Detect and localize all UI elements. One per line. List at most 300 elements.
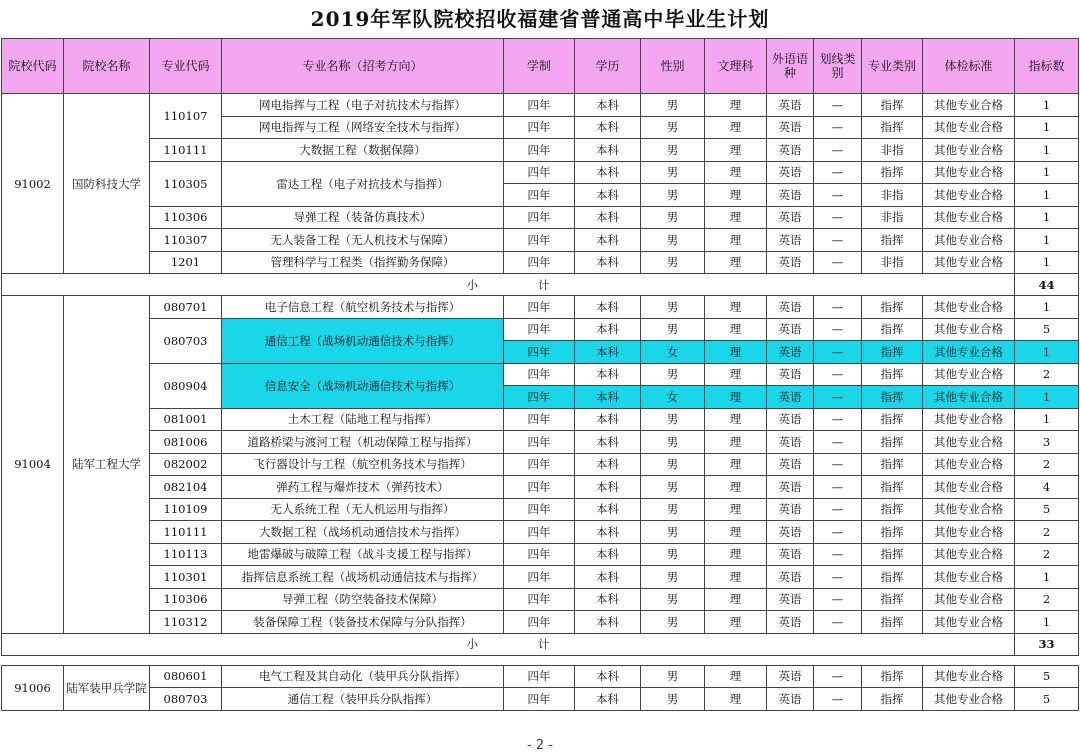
degree-cell: 本科 bbox=[575, 296, 641, 319]
duration-cell: 四年 bbox=[504, 386, 575, 409]
language-cell: 英语 bbox=[767, 116, 814, 139]
major-category-cell: 指挥 bbox=[862, 498, 923, 521]
duration-cell: 四年 bbox=[504, 139, 575, 162]
major-category-cell: 指挥 bbox=[862, 161, 923, 184]
gender-cell: 男 bbox=[641, 229, 705, 252]
track-cell: 理 bbox=[705, 498, 767, 521]
major-code-cell: 080703 bbox=[150, 318, 222, 363]
quota-cell: 1 bbox=[1015, 161, 1079, 184]
table-header-row bbox=[2, 39, 1079, 94]
major-code-cell: 082104 bbox=[150, 476, 222, 499]
column-header: 院校代码 bbox=[2, 39, 64, 94]
cutoff-category-cell: — bbox=[814, 229, 862, 252]
major-code-cell: 110109 bbox=[150, 498, 222, 521]
major-code-cell: 110301 bbox=[150, 566, 222, 589]
major-code-cell: 080601 bbox=[150, 665, 222, 688]
school-code-cell: 91006 bbox=[2, 665, 64, 710]
major-name-cell: 飞行器设计与工程（航空机务技术与指挥） bbox=[222, 453, 504, 476]
language-cell: 英语 bbox=[767, 206, 814, 229]
degree-cell: 本科 bbox=[575, 543, 641, 566]
degree-cell: 本科 bbox=[575, 408, 641, 431]
degree-cell: 本科 bbox=[575, 476, 641, 499]
medical-standard-cell: 其他专业合格 bbox=[923, 161, 1015, 184]
language-cell: 英语 bbox=[767, 161, 814, 184]
gender-cell: 男 bbox=[641, 476, 705, 499]
duration-cell: 四年 bbox=[504, 498, 575, 521]
medical-standard-cell: 其他专业合格 bbox=[923, 611, 1015, 634]
major-category-cell: 指挥 bbox=[862, 521, 923, 544]
track-cell: 理 bbox=[705, 116, 767, 139]
major-category-cell: 指挥 bbox=[862, 688, 923, 711]
major-category-cell: 指挥 bbox=[862, 318, 923, 341]
degree-cell: 本科 bbox=[575, 688, 641, 711]
major-name-cell: 信息安全（战场机动通信技术与指挥） bbox=[222, 363, 504, 408]
major-name-cell: 无人装备工程（无人机技术与保障） bbox=[222, 229, 504, 252]
duration-cell: 四年 bbox=[504, 521, 575, 544]
track-cell: 理 bbox=[705, 363, 767, 386]
cutoff-category-cell: — bbox=[814, 184, 862, 207]
major-category-cell: 指挥 bbox=[862, 566, 923, 589]
language-cell: 英语 bbox=[767, 363, 814, 386]
table-row bbox=[2, 611, 1079, 634]
gender-cell: 男 bbox=[641, 94, 705, 117]
major-code-cell: 080904 bbox=[150, 363, 222, 408]
column-header: 院校名称 bbox=[64, 39, 150, 94]
medical-standard-cell: 其他专业合格 bbox=[923, 408, 1015, 431]
gender-cell: 男 bbox=[641, 611, 705, 634]
major-category-cell: 非指 bbox=[862, 206, 923, 229]
major-name-cell: 导弹工程（防空装备技术保障） bbox=[222, 588, 504, 611]
subtotal-label: 小计 bbox=[2, 633, 1015, 655]
gender-cell: 男 bbox=[641, 566, 705, 589]
table-row bbox=[2, 206, 1079, 229]
duration-cell: 四年 bbox=[504, 251, 575, 274]
medical-standard-cell: 其他专业合格 bbox=[923, 184, 1015, 207]
duration-cell: 四年 bbox=[504, 611, 575, 634]
major-code-cell: 110312 bbox=[150, 611, 222, 634]
language-cell: 英语 bbox=[767, 521, 814, 544]
table-row bbox=[2, 363, 1079, 386]
duration-cell: 四年 bbox=[504, 184, 575, 207]
gender-cell: 男 bbox=[641, 453, 705, 476]
quota-cell: 2 bbox=[1015, 543, 1079, 566]
quota-cell: 1 bbox=[1015, 611, 1079, 634]
medical-standard-cell: 其他专业合格 bbox=[923, 665, 1015, 688]
major-code-cell: 110306 bbox=[150, 206, 222, 229]
major-category-cell: 指挥 bbox=[862, 229, 923, 252]
duration-cell: 四年 bbox=[504, 161, 575, 184]
table-row bbox=[2, 296, 1079, 319]
quota-cell: 2 bbox=[1015, 453, 1079, 476]
degree-cell: 本科 bbox=[575, 611, 641, 634]
table-row bbox=[2, 498, 1079, 521]
major-name-cell: 土木工程（陆地工程与指挥） bbox=[222, 408, 504, 431]
track-cell: 理 bbox=[705, 318, 767, 341]
major-code-cell: 1201 bbox=[150, 251, 222, 274]
cutoff-category-cell: — bbox=[814, 386, 862, 409]
quota-cell: 3 bbox=[1015, 431, 1079, 454]
medical-standard-cell: 其他专业合格 bbox=[923, 431, 1015, 454]
major-category-cell: 指挥 bbox=[862, 611, 923, 634]
cutoff-category-cell: — bbox=[814, 498, 862, 521]
major-name-cell: 大数据工程（数据保障） bbox=[222, 139, 504, 162]
gender-cell: 男 bbox=[641, 498, 705, 521]
table-row bbox=[2, 476, 1079, 499]
table-row bbox=[2, 588, 1079, 611]
track-cell: 理 bbox=[705, 521, 767, 544]
cutoff-category-cell: — bbox=[814, 161, 862, 184]
duration-cell: 四年 bbox=[504, 318, 575, 341]
duration-cell: 四年 bbox=[504, 476, 575, 499]
quota-cell: 1 bbox=[1015, 386, 1079, 409]
duration-cell: 四年 bbox=[504, 341, 575, 364]
gender-cell: 男 bbox=[641, 665, 705, 688]
track-cell: 理 bbox=[705, 665, 767, 688]
table-row bbox=[2, 408, 1079, 431]
column-header: 外语语种 bbox=[767, 39, 814, 94]
major-code-cell: 110306 bbox=[150, 588, 222, 611]
cutoff-category-cell: — bbox=[814, 318, 862, 341]
gender-cell: 男 bbox=[641, 139, 705, 162]
page-title: 2019年军队院校招收福建省普通高中毕业生计划 bbox=[310, 7, 770, 31]
school-name-cell: 陆军工程大学 bbox=[64, 296, 150, 634]
gender-cell: 男 bbox=[641, 184, 705, 207]
duration-cell: 四年 bbox=[504, 116, 575, 139]
language-cell: 英语 bbox=[767, 251, 814, 274]
quota-cell: 1 bbox=[1015, 206, 1079, 229]
table-row bbox=[2, 94, 1079, 117]
subtotal-value: 44 bbox=[1015, 274, 1079, 296]
cutoff-category-cell: — bbox=[814, 566, 862, 589]
major-name-cell: 电子信息工程（航空机务技术与指挥） bbox=[222, 296, 504, 319]
cutoff-category-cell: — bbox=[814, 543, 862, 566]
degree-cell: 本科 bbox=[575, 116, 641, 139]
duration-cell: 四年 bbox=[504, 453, 575, 476]
track-cell: 理 bbox=[705, 206, 767, 229]
gender-cell: 男 bbox=[641, 521, 705, 544]
track-cell: 理 bbox=[705, 139, 767, 162]
duration-cell: 四年 bbox=[504, 588, 575, 611]
degree-cell: 本科 bbox=[575, 206, 641, 229]
degree-cell: 本科 bbox=[575, 139, 641, 162]
major-name-cell: 雷达工程（电子对抗技术与指挥） bbox=[222, 161, 504, 206]
language-cell: 英语 bbox=[767, 611, 814, 634]
school-code-cell: 91002 bbox=[2, 94, 64, 274]
major-name-cell: 网电指挥与工程（网络安全技术与指挥） bbox=[222, 116, 504, 139]
major-category-cell: 指挥 bbox=[862, 386, 923, 409]
major-code-cell: 080703 bbox=[150, 688, 222, 711]
table-row bbox=[2, 251, 1079, 274]
cutoff-category-cell: — bbox=[814, 476, 862, 499]
quota-cell: 2 bbox=[1015, 521, 1079, 544]
language-cell: 英语 bbox=[767, 453, 814, 476]
degree-cell: 本科 bbox=[575, 229, 641, 252]
track-cell: 理 bbox=[705, 688, 767, 711]
column-header: 性别 bbox=[641, 39, 705, 94]
medical-standard-cell: 其他专业合格 bbox=[923, 386, 1015, 409]
medical-standard-cell: 其他专业合格 bbox=[923, 341, 1015, 364]
degree-cell: 本科 bbox=[575, 453, 641, 476]
degree-cell: 本科 bbox=[575, 566, 641, 589]
medical-standard-cell: 其他专业合格 bbox=[923, 296, 1015, 319]
row-spacer bbox=[2, 655, 1079, 665]
duration-cell: 四年 bbox=[504, 543, 575, 566]
duration-cell: 四年 bbox=[504, 296, 575, 319]
page-number: - 2 - bbox=[527, 738, 553, 753]
school-name-cell: 国防科技大学 bbox=[64, 94, 150, 274]
medical-standard-cell: 其他专业合格 bbox=[923, 229, 1015, 252]
cutoff-category-cell: — bbox=[814, 116, 862, 139]
quota-cell: 5 bbox=[1015, 665, 1079, 688]
degree-cell: 本科 bbox=[575, 341, 641, 364]
column-header: 体检标准 bbox=[923, 39, 1015, 94]
medical-standard-cell: 其他专业合格 bbox=[923, 498, 1015, 521]
degree-cell: 本科 bbox=[575, 665, 641, 688]
gender-cell: 男 bbox=[641, 588, 705, 611]
quota-cell: 1 bbox=[1015, 94, 1079, 117]
track-cell: 理 bbox=[705, 566, 767, 589]
major-category-cell: 指挥 bbox=[862, 94, 923, 117]
major-category-cell: 指挥 bbox=[862, 431, 923, 454]
medical-standard-cell: 其他专业合格 bbox=[923, 453, 1015, 476]
track-cell: 理 bbox=[705, 453, 767, 476]
cutoff-category-cell: — bbox=[814, 453, 862, 476]
cutoff-category-cell: — bbox=[814, 206, 862, 229]
medical-standard-cell: 其他专业合格 bbox=[923, 116, 1015, 139]
major-code-cell: 110113 bbox=[150, 543, 222, 566]
duration-cell: 四年 bbox=[504, 566, 575, 589]
major-code-cell: 080701 bbox=[150, 296, 222, 319]
cutoff-category-cell: — bbox=[814, 688, 862, 711]
major-name-cell: 装备保障工程（装备技术保障与分队指挥） bbox=[222, 611, 504, 634]
column-header: 划线类别 bbox=[814, 39, 862, 94]
language-cell: 英语 bbox=[767, 386, 814, 409]
degree-cell: 本科 bbox=[575, 588, 641, 611]
degree-cell: 本科 bbox=[575, 94, 641, 117]
language-cell: 英语 bbox=[767, 94, 814, 117]
medical-standard-cell: 其他专业合格 bbox=[923, 543, 1015, 566]
language-cell: 英语 bbox=[767, 588, 814, 611]
major-category-cell: 非指 bbox=[862, 139, 923, 162]
quota-cell: 1 bbox=[1015, 184, 1079, 207]
degree-cell: 本科 bbox=[575, 184, 641, 207]
major-name-cell: 大数据工程（战场机动通信技术与指挥） bbox=[222, 521, 504, 544]
quota-cell: 5 bbox=[1015, 318, 1079, 341]
gender-cell: 男 bbox=[641, 543, 705, 566]
gender-cell: 男 bbox=[641, 688, 705, 711]
degree-cell: 本科 bbox=[575, 251, 641, 274]
degree-cell: 本科 bbox=[575, 521, 641, 544]
language-cell: 英语 bbox=[767, 476, 814, 499]
gender-cell: 男 bbox=[641, 363, 705, 386]
column-header: 指标数 bbox=[1015, 39, 1079, 94]
table-row bbox=[2, 318, 1079, 341]
track-cell: 理 bbox=[705, 341, 767, 364]
cutoff-category-cell: — bbox=[814, 408, 862, 431]
medical-standard-cell: 其他专业合格 bbox=[923, 521, 1015, 544]
table-row bbox=[2, 431, 1079, 454]
medical-standard-cell: 其他专业合格 bbox=[923, 588, 1015, 611]
medical-standard-cell: 其他专业合格 bbox=[923, 139, 1015, 162]
major-code-cell: 110111 bbox=[150, 521, 222, 544]
degree-cell: 本科 bbox=[575, 161, 641, 184]
track-cell: 理 bbox=[705, 476, 767, 499]
cutoff-category-cell: — bbox=[814, 431, 862, 454]
medical-standard-cell: 其他专业合格 bbox=[923, 206, 1015, 229]
gender-cell: 男 bbox=[641, 206, 705, 229]
column-header: 学历 bbox=[575, 39, 641, 94]
duration-cell: 四年 bbox=[504, 665, 575, 688]
medical-standard-cell: 其他专业合格 bbox=[923, 318, 1015, 341]
table-row bbox=[2, 453, 1079, 476]
major-code-cell: 110307 bbox=[150, 229, 222, 252]
gender-cell: 男 bbox=[641, 431, 705, 454]
quota-cell: 2 bbox=[1015, 363, 1079, 386]
gender-cell: 女 bbox=[641, 341, 705, 364]
gender-cell: 男 bbox=[641, 408, 705, 431]
subtotal-row bbox=[2, 633, 1079, 655]
subtotal-row bbox=[2, 274, 1079, 296]
major-category-cell: 指挥 bbox=[862, 665, 923, 688]
language-cell: 英语 bbox=[767, 566, 814, 589]
major-category-cell: 指挥 bbox=[862, 588, 923, 611]
degree-cell: 本科 bbox=[575, 431, 641, 454]
quota-cell: 5 bbox=[1015, 498, 1079, 521]
track-cell: 理 bbox=[705, 431, 767, 454]
major-category-cell: 指挥 bbox=[862, 116, 923, 139]
language-cell: 英语 bbox=[767, 498, 814, 521]
quota-cell: 1 bbox=[1015, 296, 1079, 319]
table-row bbox=[2, 688, 1079, 711]
major-category-cell: 非指 bbox=[862, 184, 923, 207]
track-cell: 理 bbox=[705, 386, 767, 409]
duration-cell: 四年 bbox=[504, 688, 575, 711]
language-cell: 英语 bbox=[767, 665, 814, 688]
subtotal-label: 小计 bbox=[2, 274, 1015, 296]
cutoff-category-cell: — bbox=[814, 94, 862, 117]
cutoff-category-cell: — bbox=[814, 363, 862, 386]
quota-cell: 5 bbox=[1015, 688, 1079, 711]
table-row bbox=[2, 543, 1079, 566]
duration-cell: 四年 bbox=[504, 94, 575, 117]
cutoff-category-cell: — bbox=[814, 341, 862, 364]
gender-cell: 男 bbox=[641, 251, 705, 274]
medical-standard-cell: 其他专业合格 bbox=[923, 251, 1015, 274]
gender-cell: 男 bbox=[641, 161, 705, 184]
track-cell: 理 bbox=[705, 588, 767, 611]
track-cell: 理 bbox=[705, 296, 767, 319]
major-code-cell: 081001 bbox=[150, 408, 222, 431]
table-row bbox=[2, 665, 1079, 688]
quota-cell: 1 bbox=[1015, 139, 1079, 162]
cutoff-category-cell: — bbox=[814, 611, 862, 634]
major-name-cell: 道路桥梁与渡河工程（机动保障工程与指挥） bbox=[222, 431, 504, 454]
subtotal-value: 33 bbox=[1015, 633, 1079, 655]
major-code-cell: 110111 bbox=[150, 139, 222, 162]
major-category-cell: 非指 bbox=[862, 251, 923, 274]
duration-cell: 四年 bbox=[504, 431, 575, 454]
duration-cell: 四年 bbox=[504, 408, 575, 431]
major-name-cell: 地雷爆破与破障工程（战斗支援工程与指挥） bbox=[222, 543, 504, 566]
language-cell: 英语 bbox=[767, 318, 814, 341]
gender-cell: 男 bbox=[641, 318, 705, 341]
table-row bbox=[2, 521, 1079, 544]
duration-cell: 四年 bbox=[504, 206, 575, 229]
medical-standard-cell: 其他专业合格 bbox=[923, 688, 1015, 711]
major-name-cell: 通信工程（战场机动通信技术与指挥） bbox=[222, 318, 504, 363]
quota-cell: 2 bbox=[1015, 588, 1079, 611]
major-category-cell: 指挥 bbox=[862, 363, 923, 386]
major-code-cell: 110305 bbox=[150, 161, 222, 206]
cutoff-category-cell: — bbox=[814, 665, 862, 688]
degree-cell: 本科 bbox=[575, 386, 641, 409]
language-cell: 英语 bbox=[767, 543, 814, 566]
language-cell: 英语 bbox=[767, 688, 814, 711]
major-name-cell: 通信工程（装甲兵分队指挥） bbox=[222, 688, 504, 711]
medical-standard-cell: 其他专业合格 bbox=[923, 566, 1015, 589]
column-header: 学制 bbox=[504, 39, 575, 94]
medical-standard-cell: 其他专业合格 bbox=[923, 476, 1015, 499]
major-category-cell: 指挥 bbox=[862, 453, 923, 476]
cutoff-category-cell: — bbox=[814, 521, 862, 544]
major-name-cell: 指挥信息系统工程（战场机动通信技术与指挥） bbox=[222, 566, 504, 589]
track-cell: 理 bbox=[705, 161, 767, 184]
duration-cell: 四年 bbox=[504, 229, 575, 252]
language-cell: 英语 bbox=[767, 431, 814, 454]
degree-cell: 本科 bbox=[575, 363, 641, 386]
table-row bbox=[2, 229, 1079, 252]
table-row bbox=[2, 161, 1079, 184]
cutoff-category-cell: — bbox=[814, 139, 862, 162]
school-code-cell: 91004 bbox=[2, 296, 64, 634]
cutoff-category-cell: — bbox=[814, 588, 862, 611]
track-cell: 理 bbox=[705, 229, 767, 252]
quota-cell: 1 bbox=[1015, 251, 1079, 274]
degree-cell: 本科 bbox=[575, 498, 641, 521]
track-cell: 理 bbox=[705, 543, 767, 566]
major-category-cell: 指挥 bbox=[862, 341, 923, 364]
track-cell: 理 bbox=[705, 251, 767, 274]
medical-standard-cell: 其他专业合格 bbox=[923, 94, 1015, 117]
medical-standard-cell: 其他专业合格 bbox=[923, 363, 1015, 386]
major-name-cell: 电气工程及其自动化（装甲兵分队指挥） bbox=[222, 665, 504, 688]
major-name-cell: 管理科学与工程类（指挥勤务保障） bbox=[222, 251, 504, 274]
gender-cell: 男 bbox=[641, 116, 705, 139]
gender-cell: 女 bbox=[641, 386, 705, 409]
major-category-cell: 指挥 bbox=[862, 543, 923, 566]
major-category-cell: 指挥 bbox=[862, 476, 923, 499]
quota-cell: 4 bbox=[1015, 476, 1079, 499]
column-header: 文理科 bbox=[705, 39, 767, 94]
school-name-cell: 陆军装甲兵学院 bbox=[64, 665, 150, 710]
major-category-cell: 指挥 bbox=[862, 296, 923, 319]
column-header: 专业代码 bbox=[150, 39, 222, 94]
quota-cell: 1 bbox=[1015, 408, 1079, 431]
quota-cell: 1 bbox=[1015, 566, 1079, 589]
language-cell: 英语 bbox=[767, 184, 814, 207]
table-row bbox=[2, 139, 1079, 162]
major-code-cell: 081006 bbox=[150, 431, 222, 454]
degree-cell: 本科 bbox=[575, 318, 641, 341]
quota-cell: 1 bbox=[1015, 116, 1079, 139]
major-code-cell: 110107 bbox=[150, 94, 222, 139]
major-name-cell: 弹药工程与爆炸技术（弹药技术） bbox=[222, 476, 504, 499]
track-cell: 理 bbox=[705, 184, 767, 207]
table-row bbox=[2, 566, 1079, 589]
language-cell: 英语 bbox=[767, 341, 814, 364]
major-name-cell: 无人系统工程（无人机运用与指挥） bbox=[222, 498, 504, 521]
language-cell: 英语 bbox=[767, 139, 814, 162]
